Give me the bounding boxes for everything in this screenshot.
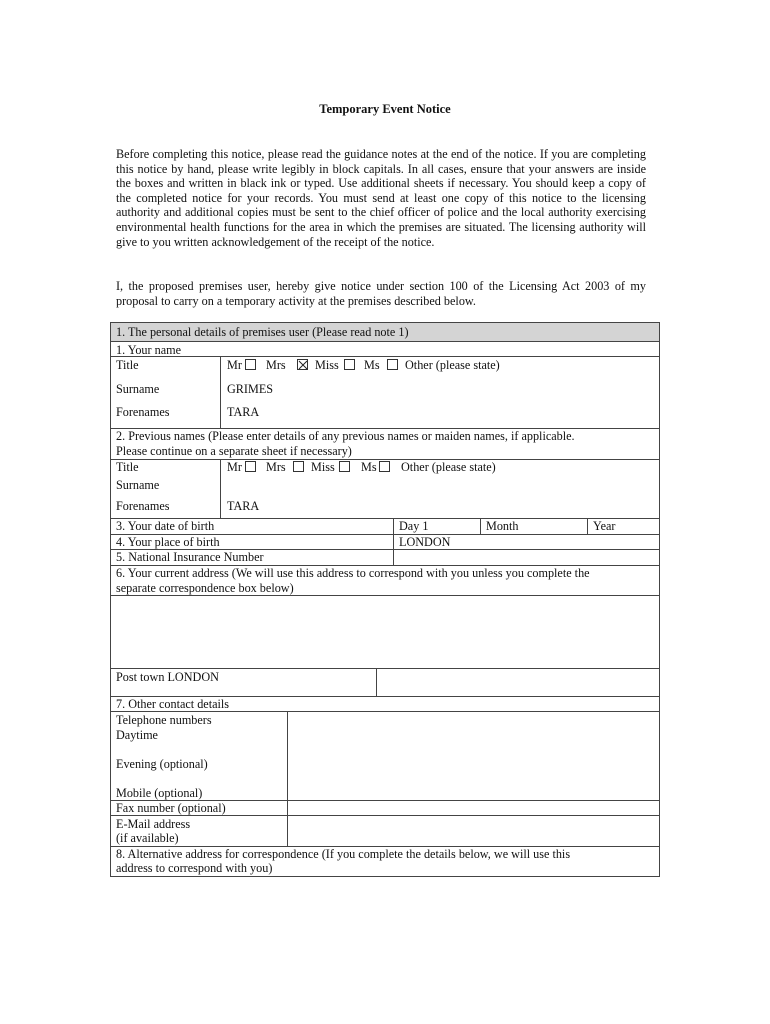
alt-address-heading: 8. Alternative address for correspondence (If you complete the details below, we will use this [116, 847, 571, 861]
place-of-birth-label: 4. Your place of birth [116, 535, 220, 549]
fax-field[interactable] [288, 801, 659, 815]
email-field[interactable] [288, 816, 659, 846]
title-option-mr-label: Mr [227, 358, 242, 372]
telephone-field[interactable] [288, 712, 659, 800]
title-option-miss-label: Miss [315, 358, 339, 372]
prev-title-option-mrs-checkbox[interactable] [293, 461, 304, 472]
title-option-miss-checkbox[interactable] [344, 359, 355, 370]
forenames-label: Forenames [116, 405, 170, 419]
prev-title-option-other-label: Other (please state) [401, 460, 496, 474]
surname-label: Surname [116, 382, 160, 396]
title-option-mrs-label: Mrs [266, 358, 286, 372]
checkmark-x-icon [298, 360, 309, 371]
ni-number-label: 5. National Insurance Number [116, 550, 264, 564]
surname-field[interactable]: GRIMES [227, 382, 274, 396]
your-name-heading: 1. Your name [116, 343, 182, 357]
email-sublabel: (if available) [116, 831, 179, 845]
address-heading: 6. Your current address (We will use this address to correspond with you unless you complete the [116, 566, 590, 580]
title-option-other-label: Other (please state) [405, 358, 500, 372]
prev-title-option-ms-checkbox[interactable] [379, 461, 390, 472]
prev-title-option-mrs-label: Mrs [266, 460, 286, 474]
document-title: Temporary Event Notice [319, 102, 451, 116]
prev-title-option-miss-label: Miss [311, 460, 335, 474]
fax-label: Fax number (optional) [116, 801, 226, 815]
forenames-field[interactable]: TARA [227, 405, 260, 419]
contact-heading: 7. Other contact details [116, 697, 230, 711]
intro-paragraph: Before completing this notice, please read the guidance notes at the end of the notice. If you are completing this notice by hand, please write legibly in block capitals. In all cases, ensure that your answers are inside the boxes and written in black ink or typed. Use additional sheets if necessary. You should keep a copy of the completed notice for your records. You must send at least one copy of this notice to the licensing authority and additional copies must be sent to the chief officer of police and the local authority exercising environmental health functions for the area in which the premises are situated. The licensing authority will give to you written acknowledgement of the receipt of the notice. [116, 147, 646, 249]
title-option-ms-checkbox[interactable] [387, 359, 398, 370]
title-option-mrs-checkbox[interactable] [297, 359, 308, 370]
dob-label: 3. Your date of birth [116, 519, 215, 533]
title-label: Title [116, 358, 139, 372]
prev-title-option-miss-checkbox[interactable] [339, 461, 350, 472]
dob-day-field[interactable]: Day 1 [399, 519, 429, 533]
previous-forenames-label: Forenames [116, 499, 170, 513]
section1-header: 1. The personal details of premises user (Please read note 1) [116, 325, 409, 339]
post-town-field[interactable]: Post town LONDON [116, 670, 219, 684]
previous-title-label: Title [116, 460, 139, 474]
previous-surname-label: Surname [116, 478, 160, 492]
postcode-field[interactable] [377, 669, 659, 696]
prev-title-option-mr-label: Mr [227, 460, 242, 474]
declaration-paragraph: I, the proposed premises user, hereby give notice under section 100 of the Licensing Act 2003 of my proposal to carry on a temporary activity at the premises described below. [116, 279, 646, 308]
daytime-label: Daytime [116, 728, 158, 742]
dob-month-field[interactable]: Month [486, 519, 519, 533]
previous-names-subheading: Please continue on a separate sheet if necessary) [116, 444, 352, 458]
previous-forenames-field[interactable]: TARA [227, 499, 260, 513]
mobile-label: Mobile (optional) [116, 786, 203, 800]
address-field[interactable] [111, 596, 659, 668]
dob-year-field[interactable]: Year [593, 519, 616, 533]
email-label: E-Mail address [116, 817, 191, 831]
place-of-birth-field[interactable]: LONDON [399, 535, 451, 549]
address-subheading: separate correspondence box below) [116, 581, 294, 595]
prev-title-option-ms-label: Ms [361, 460, 377, 474]
title-option-mr-checkbox[interactable] [245, 359, 256, 370]
alt-address-subheading: address to correspond with you) [116, 861, 273, 875]
evening-label: Evening (optional) [116, 757, 208, 771]
previous-names-heading: 2. Previous names (Please enter details of any previous names or maiden names, if applicable. [116, 429, 575, 443]
title-option-ms-label: Ms [364, 358, 380, 372]
prev-title-option-mr-checkbox[interactable] [245, 461, 256, 472]
telephone-label: Telephone numbers [116, 713, 212, 727]
